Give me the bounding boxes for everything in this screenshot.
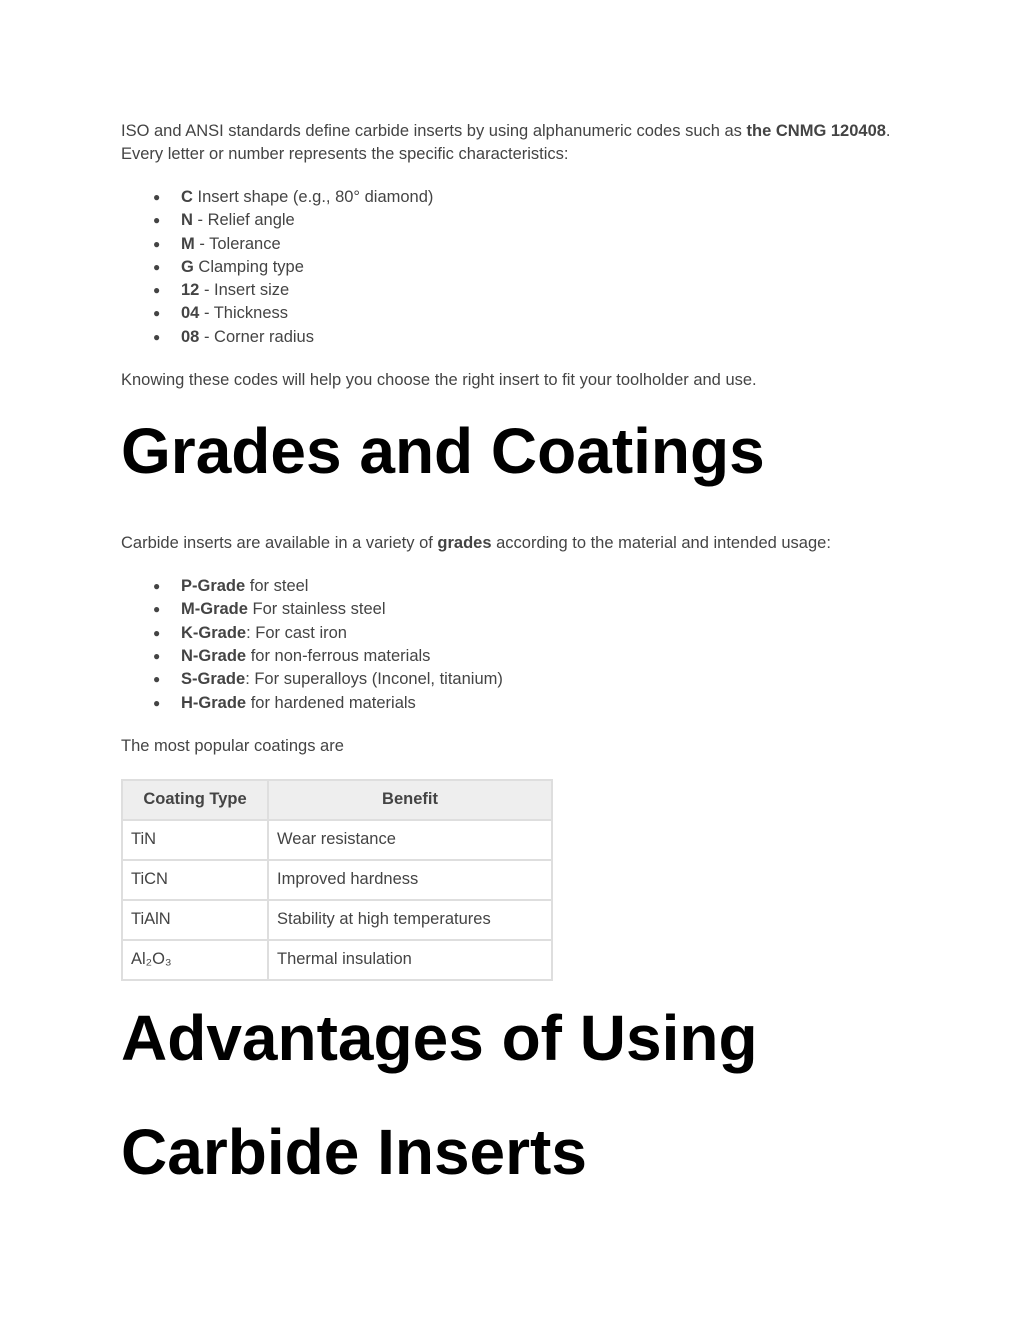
- table-cell: Thermal insulation: [268, 940, 552, 980]
- bullet-icon: ●: [153, 672, 161, 687]
- bullet-icon: ●: [153, 236, 161, 251]
- table-header-row: [122, 780, 552, 820]
- bullet-icon: ●: [153, 190, 161, 204]
- list-item: ● 04 - Thickness: [121, 302, 901, 325]
- bullet-icon: ●: [153, 579, 161, 594]
- heading-advantages-line2: Carbide Inserts: [121, 1115, 587, 1188]
- heading-advantages-line1: Advantages of Using: [121, 1001, 758, 1074]
- grades-list: [121, 575, 901, 715]
- intro-text: ISO and ANSI standards define carbide inserts by using alphanumeric codes such as: [121, 122, 747, 140]
- bullet-icon: ●: [153, 695, 161, 710]
- bullet-icon: ●: [153, 329, 161, 344]
- list-item: ● 08 - Corner radius: [121, 326, 901, 349]
- bullet-icon: ●: [153, 625, 161, 640]
- heading-advantages: [121, 981, 901, 1209]
- bullet-icon: ●: [153, 648, 161, 663]
- table-row: [122, 940, 552, 980]
- list-item: ● M-Grade For stainless steel: [121, 598, 901, 621]
- list-item: ● N-Grade for non-ferrous materials: [121, 645, 901, 668]
- list-item: ● P-Grade for steel: [121, 575, 901, 598]
- list-item: ● S-Grade: For superalloys (Inconel, titanium): [121, 668, 901, 691]
- table-row: [122, 860, 552, 900]
- table-row: [122, 820, 552, 860]
- list-item: ● G Clamping type: [121, 256, 901, 279]
- heading-grades-and-coatings: Grades and Coatings: [121, 415, 765, 488]
- intro-paragraph: [121, 120, 901, 166]
- code-list: [121, 186, 901, 349]
- column-header-coating-type: Coating Type: [122, 780, 268, 820]
- list-item: ● K-Grade: For cast iron: [121, 622, 901, 645]
- list-item: ● M - Tolerance: [121, 233, 901, 256]
- table-cell: TiN: [122, 820, 268, 860]
- table-cell: TiAlN: [122, 900, 268, 940]
- list-item: ● H-Grade for hardened materials: [121, 692, 901, 715]
- bullet-icon: ●: [153, 283, 161, 298]
- table-cell: Improved hardness: [268, 860, 552, 900]
- intro-code-example: the CNMG 120408: [746, 122, 886, 140]
- bullet-icon: ●: [153, 213, 161, 228]
- table-cell: Al₂O₃: [122, 940, 268, 980]
- grades-intro-paragraph: Carbide inserts are available in a variety of grades according to the material and intended usage:: [121, 534, 831, 553]
- bullet-icon: ●: [153, 602, 161, 617]
- list-item: ● 12 - Insert size: [121, 279, 901, 302]
- bullet-icon: ●: [153, 306, 161, 321]
- bullet-icon: ●: [153, 259, 161, 274]
- document-page: [121, 120, 901, 1209]
- knowing-paragraph: Knowing these codes will help you choose the right insert to fit your toolholder and use.: [121, 371, 757, 390]
- table-cell: Wear resistance: [268, 820, 552, 860]
- table-cell: TiCN: [122, 860, 268, 900]
- table-cell: Stability at high temperatures: [268, 900, 552, 940]
- list-item: ● N - Relief angle: [121, 209, 901, 232]
- intro-text-end: . Every letter or number represents the specific characteristics:: [121, 122, 891, 163]
- list-item: ● C Insert shape (e.g., 80° diamond): [121, 186, 901, 209]
- coatings-table: [121, 779, 553, 981]
- coatings-intro-paragraph: The most popular coatings are: [121, 736, 344, 755]
- column-header-benefit: Benefit: [268, 780, 552, 820]
- table-row: [122, 900, 552, 940]
